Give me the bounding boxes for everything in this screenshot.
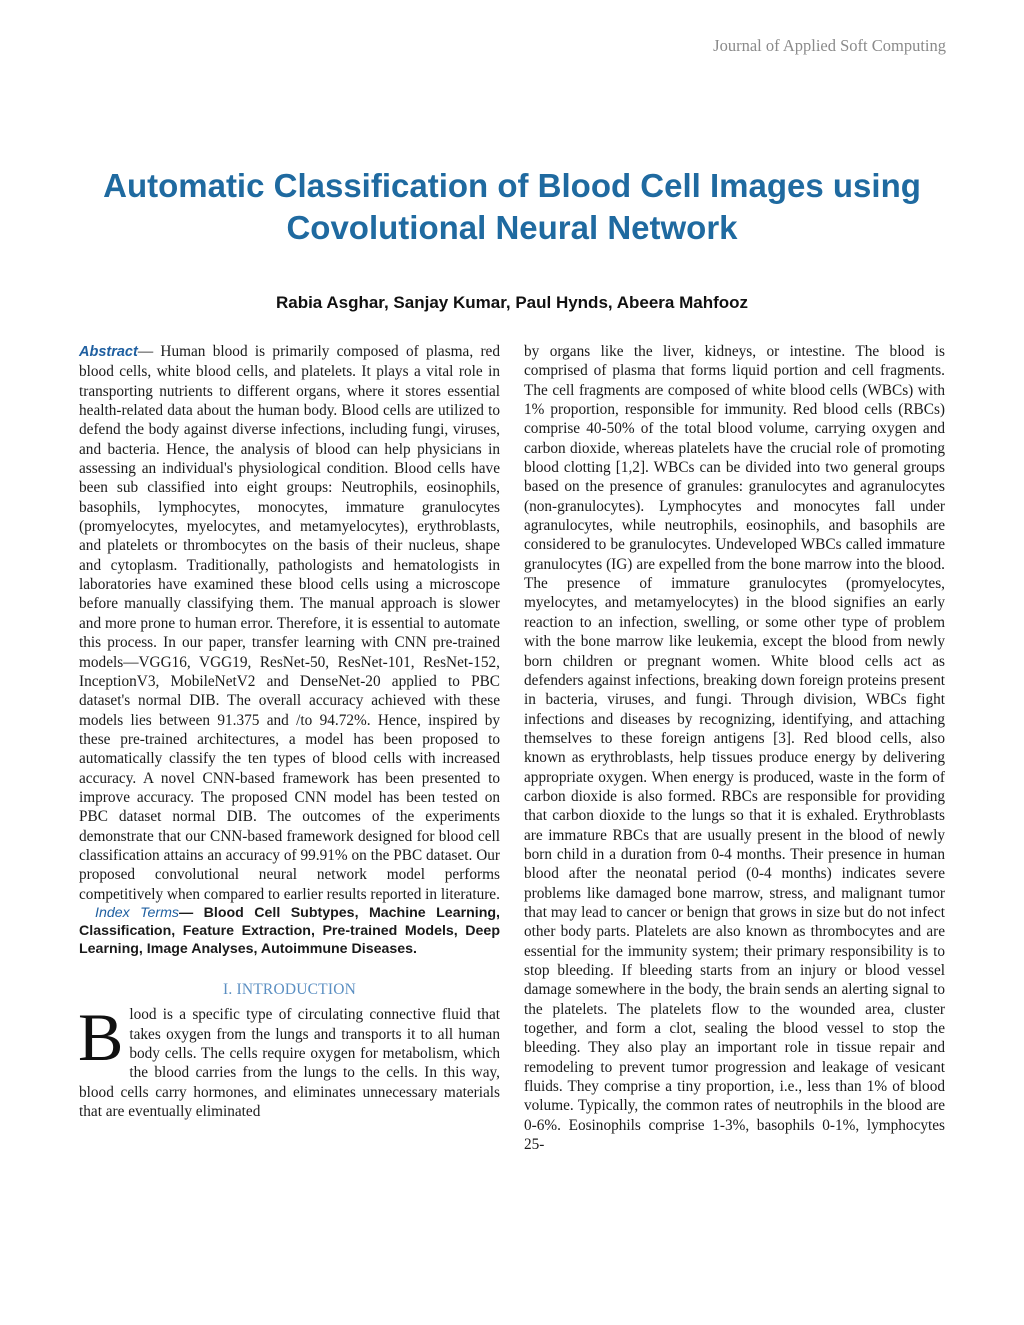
introduction-heading: I. INTRODUCTION	[222, 980, 356, 998]
author-list: Rabia Asghar, Sanjay Kumar, Paul Hynds, Abeera Mahfooz	[275, 293, 749, 312]
index-terms	[79, 904, 500, 958]
drop-cap: B	[78, 999, 124, 1076]
paper-title: Automatic Classification of Blood Cell Images using Covolutional Neural Network	[103, 167, 921, 246]
index-terms-label: Index Terms	[95, 904, 180, 921]
abstract-paragraph	[79, 342, 500, 904]
introduction-text-right: by organs like the liver, kidneys, or intestine. The blood is comprised of plasma that forms liquid portion and cell fragments. The cell fragments are composed of white blood cells (WBCs) with 1% proportion, responsible for immunity. Red blood cells (RBCs) comprise 40-50% of the total blood volume, carrying oxygen and carbon dioxide, whereas platelets have the crucial role of promoting blood clotting [1,2]. WBCs can be divided into two general groups based on the presence of granules: granulocytes and agranulocytes (non-granulocytes). Lymphocytes and monocytes fall under agranulocytes, while neutrophils, eosinophils, and basophils are considered to be granulocytes. Undeveloped WBCs called immature granulocytes (IG) are expelled from the bone marrow into the blood. The presence of immature granulocytes (promyelocytes, myelocytes, and metamyelocytes) in the blood signifies an early reaction to an infection, swelling, or some other type of problem with the bone marrow like leukemia, except the blood from newly born children or pregnant women. White blood cells act as defenders against infections, breaking down foreign proteins present in bacteria, viruses, and fungi. Through division, WBCs fight infections and diseases by recognizing, identifying, and attaching themselves to these foreign antigens [3]. Red blood cells, also known as erythroblasts, help tissues produce energy by delivering appropriate oxygen. When energy is produced, waste in the form of carbon dioxide is also formed. RBCs are responsible for providing that carbon dioxide to the lungs so that it is exhaled. Erythroblasts are immature RBCs that are usually present in the blood of newly born child in a duration from 0-4 months. Their presence in human blood after the neonatal period (0-4 months) indicates severe problems like damaged bone marrow, stress, and malignant tumor that may lead to cancer or benign that grows in size but do not infect other body parts. Platelets are also known as thrombocytes and are essential for the immunity system; their primary responsibility is to stop bleeding. If bleeding starts from an injury or blood vessel damage somewhere in the body, the brain sends an alerting signal to the platelets. The platelets flow to the wounded area, cluster together, and form a clot, sealing the blood vessel to stop the bleeding. They also play an important role in tissue repair and remodeling to prevent tumor progression and leakage of vesicant fluids. They comprise a tiny proportion, i.e., less than 1% of blood volume. Typically, the common rates of neutrophils in the blood are 0-6%. Eosinophils comprise 1-3%, basophils 0-1%, lymphocytes 25-	[524, 343, 945, 1154]
abstract-text: — Human blood is primarily composed of plasma, red blood cells, white blood cells, and platelets. It plays a vital role in transporting nutrients to different organs, where it stores essential health-related data about the human body. Blood cells are utilized to defend the body against diverse infections, including fungi, viruses, and bacteria. Hence, the analysis of blood can help physicians in assessing an individual's physiological condition. Blood cells have been sub classified into eight groups: Neutrophils, eosinophils, basophils, lymphocytes, monocytes, immature granulocytes (promyelocytes, myelocytes, and metamyelocytes), erythroblasts, and platelets or thrombocytes on the basis of their nucleus, shape and cytoplasm. Traditionally, pathologists and hematologists in laboratories have examined these blood cells using a microscope before manually classifying them. The manual approach is slower and more prone to human error. Therefore, it is essential to automate this process. In our paper, transfer learning with CNN pre-trained models—VGG16, VGG19, ResNet-50, ResNet-101, ResNet-152, InceptionV3, MobileNetV2 and DenseNet-20 applied to PBC dataset's normal DIB. The overall accuracy achieved with these models lies between 91.375 and /to 94.72%. Hence, inspired by these pre-trained architectures, a model has been proposed to automatically classify the ten types of blood cells with increased accuracy. A novel CNN-based framework has been presented to improve accuracy. The proposed CNN model has been tested on PBC dataset normal DIB. The outcomes of the experiments demonstrate that our CNN-based framework designed for blood cell classification attains an accuracy of 99.91% on the PBC dataset. Our proposed convolutional neural network model performs competitively when compared to earlier results reported in literature.	[79, 343, 500, 903]
abstract-label: Abstract	[79, 344, 138, 360]
right-column	[524, 342, 945, 1154]
introduction-text-left: lood is a specific type of circulating connective fluid that takes oxygen from the lungs and transports it to all human body cells. The cells require oxygen for metabolism, which the blood carries from the lungs to the cells. In this way, blood cells carry hormones, and eliminates unnecessary materials that are eventually eliminated	[79, 1006, 500, 1121]
introduction-paragraph	[78, 999, 500, 1121]
journal-header: Journal of Applied Soft Computing	[713, 36, 946, 55]
index-terms-text: — Blood Cell Subtypes, Machine Learning, Classification, Feature Extraction, Pre-trained Models, Deep Learning, Image Analyses, Autoimmune Diseases.	[79, 904, 500, 957]
left-column	[79, 342, 500, 1121]
